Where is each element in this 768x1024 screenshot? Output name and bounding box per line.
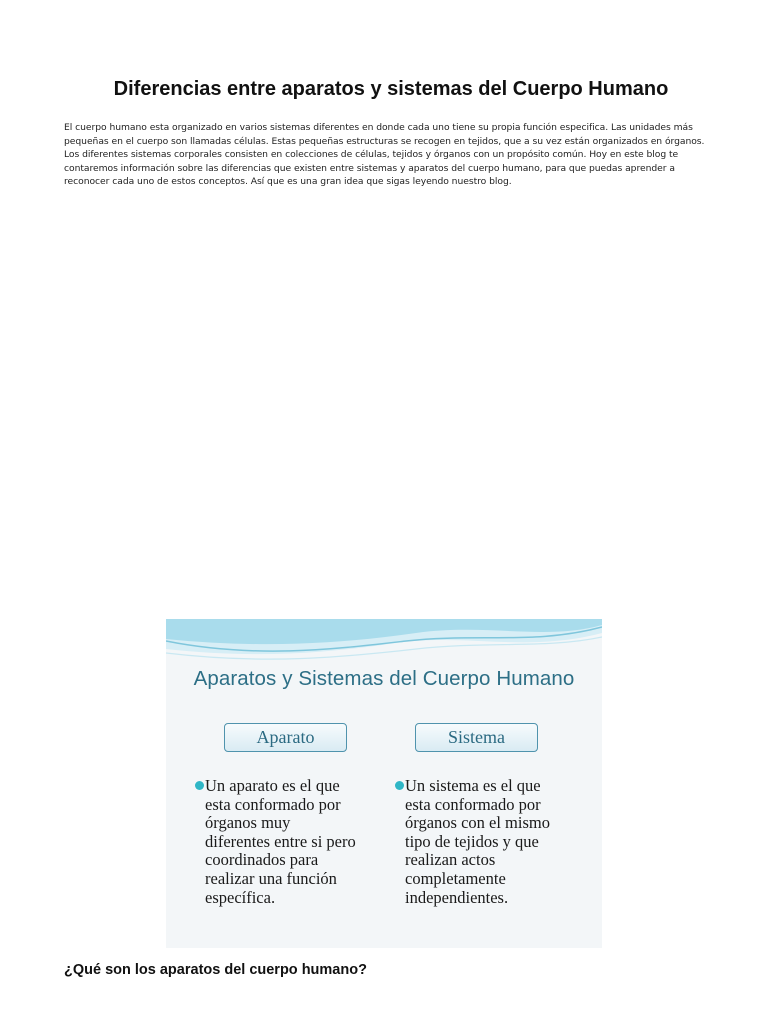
- page-title: Diferencias entre aparatos y sistemas del Cuerpo Humano: [113, 78, 669, 100]
- comparison-figure: [166, 619, 602, 948]
- sistema-label-box: Sistema: [415, 723, 538, 752]
- figure-title: Aparatos y Sistemas del Cuerpo Humano: [193, 667, 575, 690]
- sistema-text: Un sistema es el que esta conformado por órganos con el mismo tipo de tejidos y que realizan actos completamente independientes.: [405, 776, 550, 907]
- bullet-icon: [395, 781, 404, 790]
- intro-paragraph: El cuerpo humano esta organizado en varios sistemas diferentes en donde cada uno tiene su propia función especifica. Las unidades más pequeñas en el cuerpo son llamadas células. Estas pequeñas estructuras se recogen en tejidos, que a su vez están organizados en órganos. Los diferentes sistemas corporales consisten en colecciones de células, tejidos y órganos con un propósito común. Hoy en este blog te contaremos información sobre las diferencias que existen entre sistemas y aparatos del cuerpo humano, para que puedas aprender a reconocer cada uno de estos conceptos. Así que es una gran idea que sigas leyendo nuestro blog.: [64, 122, 705, 188]
- aparato-text: Un aparato es el que esta conformado por órganos muy diferentes entre si pero coordinados para realizar una función específica.: [205, 776, 356, 907]
- section-heading: ¿Qué son los aparatos del cuerpo humano?: [64, 962, 367, 978]
- aparato-label-box: Aparato: [224, 723, 347, 752]
- bullet-icon: [195, 781, 204, 790]
- sistema-description: [395, 777, 575, 907]
- aparato-description: [195, 777, 375, 907]
